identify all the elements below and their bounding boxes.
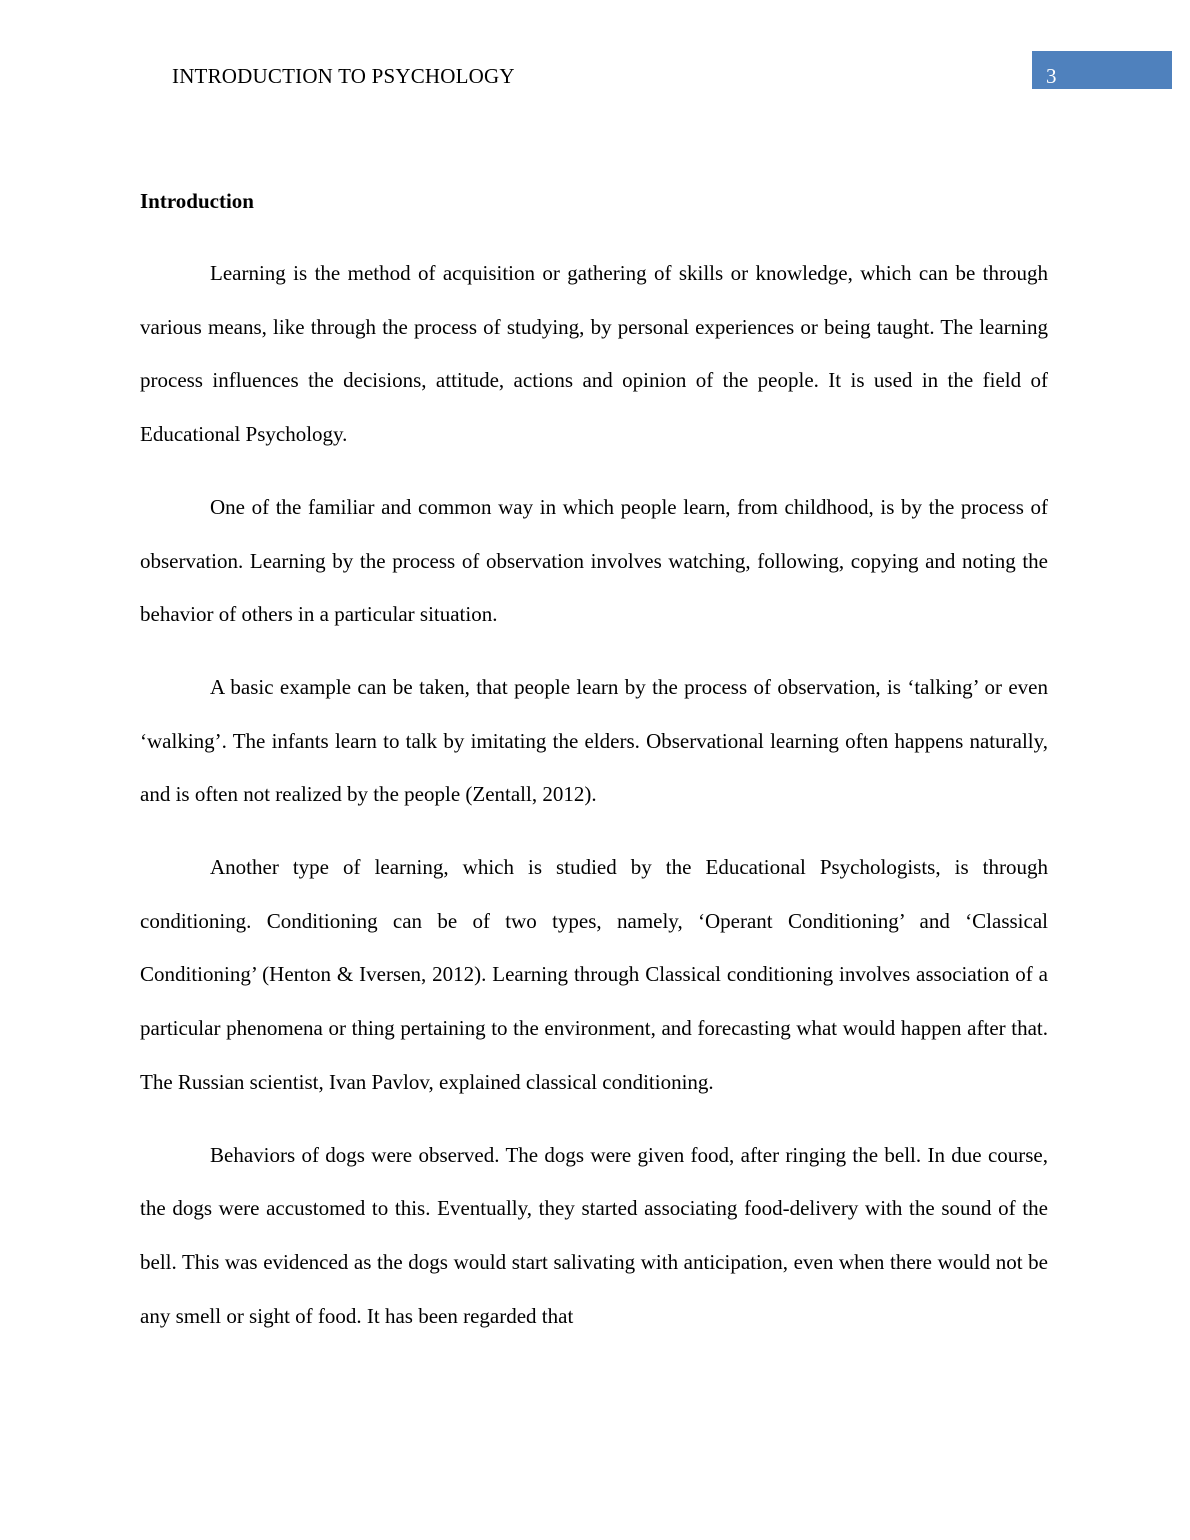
paragraph-1: Learning is the method of acquisition or gathering of skills or knowledge, which can be through various means, like through the process of studying, by personal experiences or being taught. The learning process influences the decisions, attitude, actions and opinion of the people. It is used in the field of Educational Psychology. [140,261,1048,447]
running-head: INTRODUCTION TO PSYCHOLOGY [172,64,515,88]
section-heading: Introduction [140,189,254,213]
paragraph-4: Another type of learning, which is studied by the Educational Psychologists, is through conditioning. Conditioning can be of two types, namely, ‘Operant Conditioning’ and ‘Classical Conditioning’ (Henton & Iversen, 2012). Learning through Classical conditioning involves association of a particular phenomena or thing pertaining to the environment, and forecasting what would happen after that. The Russian scientist, Ivan Pavlov, explained classical conditioning. [140,855,1048,1094]
page-number: 3 [1046,64,1057,88]
paragraph-2: One of the familiar and common way in which people learn, from childhood, is by the process of observation. Learning by the process of observation involves watching, following, copying and noting the behavior of others in a particular situation. [140,494,1048,627]
body-text [140,184,1048,1362]
paragraph-3: A basic example can be taken, that people learn by the process of observation, is ‘talking’ or even ‘walking’. The infants learn to talk by imitating the elders. Observational learning often happens naturally, and is often not realized by the people (Zentall, 2012). [140,674,1048,807]
page-number-box [1032,51,1172,89]
paragraph-5: Behaviors of dogs were observed. The dogs were given food, after ringing the bell. In due course, the dogs were accustomed to this. Eventually, they started associating food-delivery with the sound of the bell. This was evidenced as the dogs would start salivating with anticipation, even when there would not be any smell or sight of food. It has been regarded that [140,1142,1048,1328]
